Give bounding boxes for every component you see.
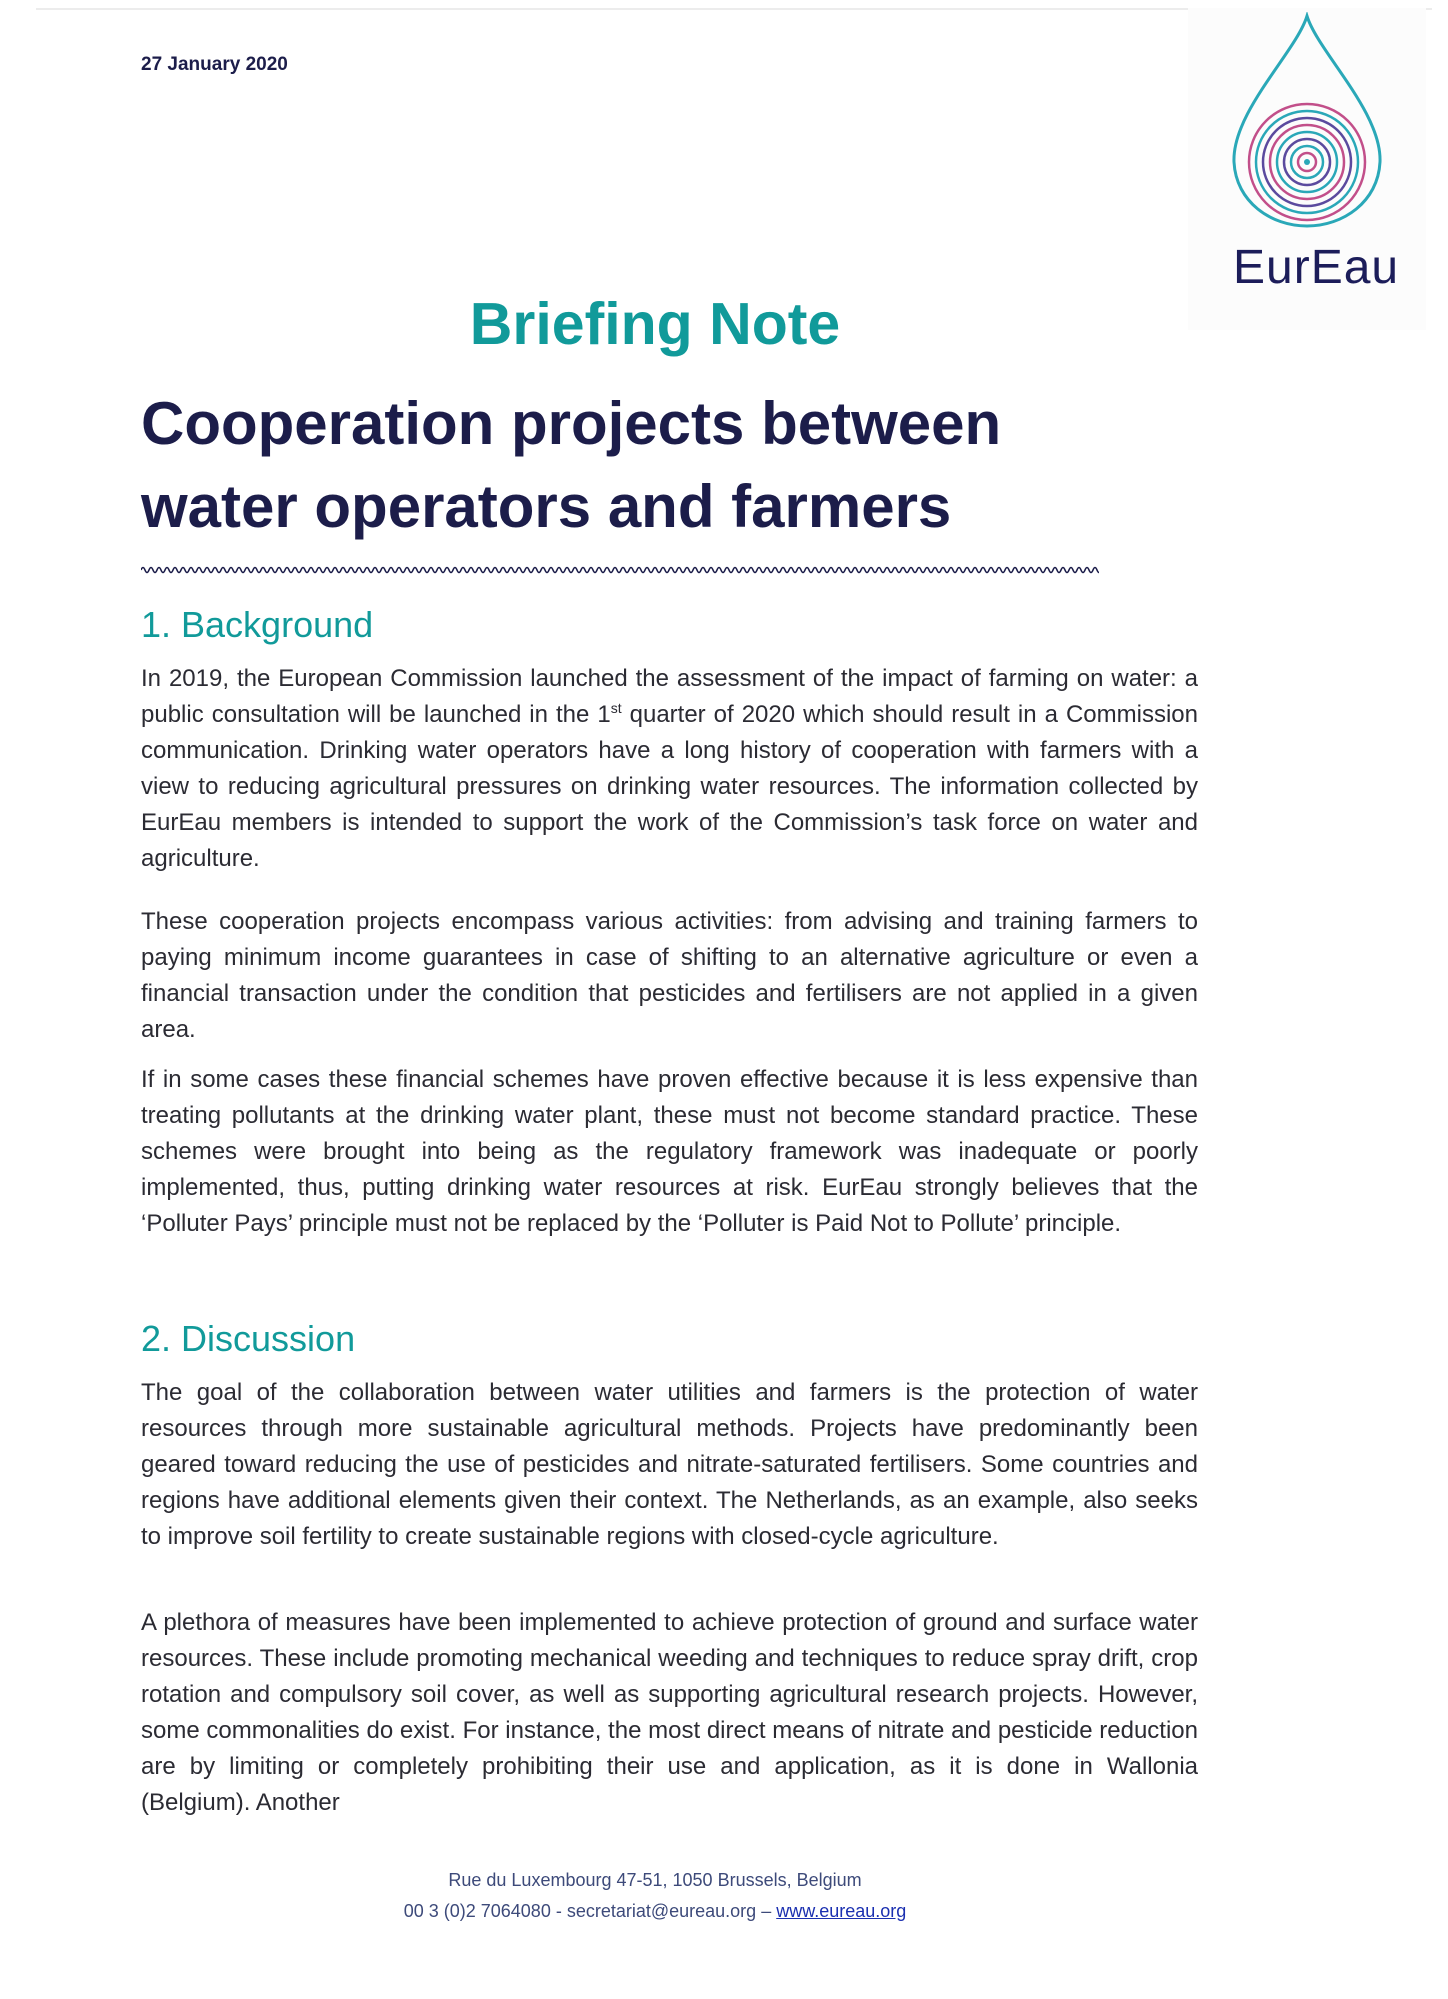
title-line-2: water operators and farmers [141, 473, 952, 540]
footer-contact [0, 1901, 1310, 1922]
background-paragraph-3: If in some cases these financial schemes have proven effective because it is less expensive than treating pollutants at the drinking water plant, these must not become standard practice. These schemes were brought into being as the regulatory framework was inadequate or poorly implemented, thus, putting drinking water resources at risk. EurEau strongly believes that the ‘Polluter Pays’ principle must not be replaced by the ‘Polluter is Paid Not to Pollute’ principle. [141, 1066, 1198, 1237]
para-text: In 2019, the European Commission launched the assessment of the impact of farming on water: a public consultation will be launched in the 1 [141, 665, 1198, 728]
discussion-paragraph-1: The goal of the collaboration between water utilities and farmers is the protection of water resources through more sustainable agricultural methods. Projects have predominantly been geared toward reducing the use of pesticides and nitrate-saturated fertilisers. Some countries and regions have additional elements given their context. The Netherlands, as an example, also seeks to improve soil fertility to create sustainable regions with closed-cycle agriculture. [141, 1379, 1198, 1550]
footer-contact-text: 00 3 (0)2 7064080 - secretariat@eureau.org – [403, 1901, 772, 1921]
wavy-divider [141, 563, 1099, 577]
para-text: quarter of 2020 which should result in a Commission communication. Drinking water operators have a long history of cooperation with farmers with a view to reducing agricultural pressures on drinking water resources. The information collected by EurEau members is intended to support the work of the Commission’s task force on water and agriculture. [141, 701, 1198, 872]
superscript: st [610, 700, 622, 716]
document-type-heading: Briefing Note [469, 291, 841, 357]
document-title [141, 382, 1181, 548]
discussion-paragraph-2: A plethora of measures have been implemented to achieve protection of ground and surface water resources. These include promoting mechanical weeding and techniques to reduce spray drift, crop rotation and compulsory soil cover, as well as supporting agricultural research projects. However, some commonalities do exist. For instance, the most direct means of nitrate and pesticide reduction are by limiting or completely prohibiting their use and application, as it is done in Wallonia (Belgium). Another [141, 1609, 1198, 1816]
document-date: 27 January 2020 [141, 54, 288, 75]
logo-wordmark: EurEau [1233, 241, 1400, 294]
background-paragraph-2: These cooperation projects encompass various activities: from advising and training farmers to paying minimum income guarantees in case of shifting to an alternative agriculture or even a financial transaction under the condition that pesticides and fertilisers are not applied in a given area. [141, 908, 1198, 1043]
section-heading-background: 1. Background [141, 604, 374, 645]
section-heading-discussion: 2. Discussion [141, 1318, 356, 1359]
title-line-1: Cooperation projects between [141, 390, 1002, 457]
background-paragraph-1 [141, 661, 1198, 877]
footer-address: Rue du Luxembourg 47-51, 1050 Brussels, Belgium [448, 1870, 862, 1890]
website-link[interactable]: www.eureau.org [776, 1901, 907, 1921]
water-drop-logo-icon [1226, 12, 1388, 230]
